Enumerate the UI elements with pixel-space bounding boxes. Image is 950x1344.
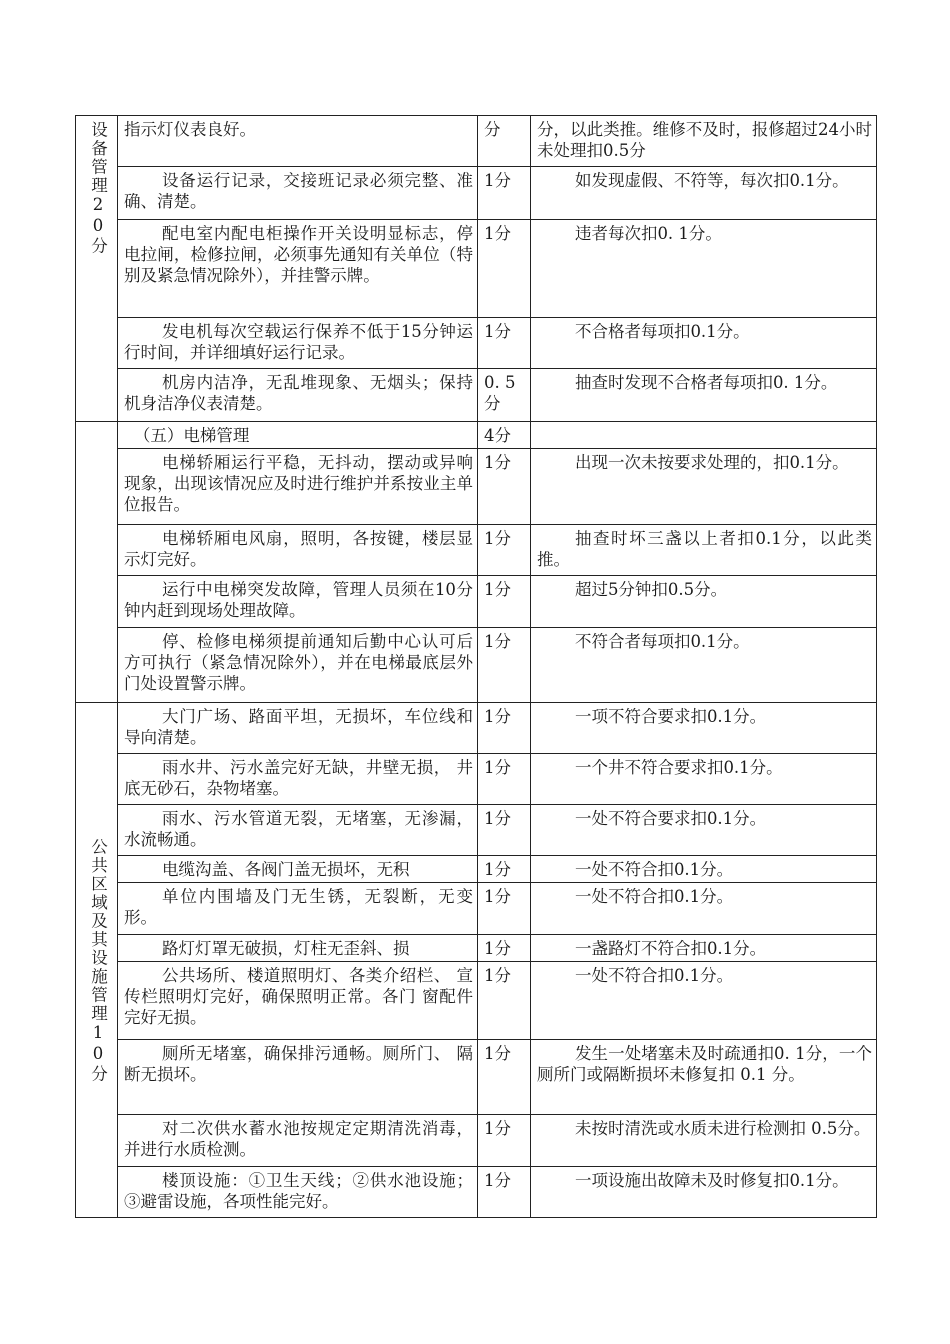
table-row	[76, 318, 877, 369]
standard-cell	[531, 422, 877, 449]
category-cell-empty	[76, 422, 118, 703]
table-row	[76, 576, 877, 628]
item-cell: 公共场所、楼道照明灯、各类介绍栏、 宣传栏照明灯完好，确保照明正常。各门 窗配件完好无损。	[118, 962, 478, 1040]
table-row	[76, 422, 877, 449]
standard-cell: 不符合者每项扣0.1分。	[531, 628, 877, 703]
standard-cell: 一处不符合扣0.1分。	[531, 856, 877, 883]
table-row	[76, 1040, 877, 1115]
table-row	[76, 369, 877, 422]
table-row	[76, 1167, 877, 1218]
item-cell: 对二次供水蓄水池按规定定期清洗消毒，并进行水质检测。	[118, 1115, 478, 1167]
item-cell: 单位内围墙及门无生锈，无裂断，无变形。	[118, 883, 478, 935]
standard-cell: 出现一次未按要求处理的，扣0.1分。	[531, 449, 877, 525]
table-row	[76, 167, 877, 220]
item-cell: 大门广场、路面平坦，无损坏，车位线和导向清楚。	[118, 703, 478, 754]
score-cell: 4分	[478, 422, 531, 449]
item-cell: 配电室内配电柜操作开关设明显标志，停电拉闸，检修拉闸，必须事先通知有关单位（特别及紧急情况除外），并挂警示牌。	[118, 220, 478, 318]
score-cell: 1分	[478, 449, 531, 525]
item-cell: 运行中电梯突发故障，管理人员须在10分钟内赶到现场处理故障。	[118, 576, 478, 628]
standard-cell: 未按时清洗或水质未进行检测扣 0.5分。	[531, 1115, 877, 1167]
score-cell: 1分	[478, 703, 531, 754]
score-cell: 1分	[478, 167, 531, 220]
item-text: 路灯灯罩无破损，灯柱无歪斜、损	[161, 939, 410, 958]
assessment-table	[75, 115, 877, 1218]
table-row	[76, 962, 877, 1040]
standard-cell: 抽查时发现不合格者每项扣0. 1分。	[531, 369, 877, 422]
score-cell: 1分	[478, 754, 531, 805]
score-cell: 1分	[478, 1115, 531, 1167]
category-cell-equipment	[76, 116, 118, 422]
score-cell: 1分	[478, 220, 531, 318]
standard-cell: 一项不符合要求扣0.1分。	[531, 703, 877, 754]
score-cell: 1分	[478, 1040, 531, 1115]
score-cell: 1分	[478, 1167, 531, 1218]
standard-cell: 一项设施出故障未及时修复扣0.1分。	[531, 1167, 877, 1218]
score-cell: 1分	[478, 962, 531, 1040]
item-cell: 停、检修电梯须提前通知后勤中心认可后方可执行（紧急情况除外），并在电梯最底层外门处设置警示牌。	[118, 628, 478, 703]
standard-cell: 如发现虚假、不符等，每次扣0.1分。	[531, 167, 877, 220]
score-cell: 1分	[478, 856, 531, 883]
standard-cell: 超过5分钟扣0.5分。	[531, 576, 877, 628]
table-row	[76, 449, 877, 525]
score-cell: 1分	[478, 318, 531, 369]
score-cell: 1分	[478, 883, 531, 935]
item-cell	[118, 935, 478, 962]
score-cell: 0. 5分	[478, 369, 531, 422]
item-cell: 电梯轿厢运行平稳，无抖动，摆动或异响现象，出现该情况应及时进行维护并系按业主单位报告。	[118, 449, 478, 525]
table-row	[76, 220, 877, 318]
standard-cell: 一处不符合扣0.1分。	[531, 962, 877, 1040]
score-cell: 1分	[478, 576, 531, 628]
table-row	[76, 805, 877, 856]
table-row	[76, 116, 877, 167]
standard-cell: 分，以此类推。维修不及时，报修超过24小时未处理扣0.5分	[531, 116, 877, 167]
standard-cell: 一个井不符合要求扣0.1分。	[531, 754, 877, 805]
score-cell: 分	[478, 116, 531, 167]
table-row	[76, 525, 877, 576]
standard-cell: 发生一处堵塞未及时疏通扣0. 1分，一个厕所门或隔断损坏未修复扣 0.1 分。	[531, 1040, 877, 1115]
standard-cell: 一盏路灯不符合扣0.1分。	[531, 935, 877, 962]
table-row	[76, 935, 877, 962]
item-cell: 厕所无堵塞，确保排污通畅。厕所门、 隔断无损坏。	[118, 1040, 478, 1115]
score-cell: 1分	[478, 935, 531, 962]
standard-cell: 抽查时坏三盏以上者扣0.1分，以此类推。	[531, 525, 877, 576]
item-cell: 雨水、污水管道无裂，无堵塞，无渗漏，水流畅通。	[118, 805, 478, 856]
item-cell: 机房内洁净，无乱堆现象、无烟头；保持机身洁净仪表清楚。	[118, 369, 478, 422]
category-cell-public	[76, 703, 118, 1218]
item-cell	[118, 856, 478, 883]
category-label: 公共区域及其设施管理10分	[88, 837, 108, 1084]
item-cell: 雨水井、污水盖完好无缺，井壁无损， 井底无砂石，杂物堵塞。	[118, 754, 478, 805]
table-row	[76, 703, 877, 754]
standard-cell: 一处不符合要求扣0.1分。	[531, 805, 877, 856]
score-cell: 1分	[478, 628, 531, 703]
table-row	[76, 883, 877, 935]
standard-cell: 不合格者每项扣0.1分。	[531, 318, 877, 369]
table-row	[76, 628, 877, 703]
item-text: 电缆沟盖、各阀门盖无损坏，无积	[161, 860, 410, 879]
table-row	[76, 754, 877, 805]
item-cell: 指示灯仪表良好。	[118, 116, 478, 167]
score-cell: 1分	[478, 805, 531, 856]
table-row	[76, 856, 877, 883]
section-heading: （五）电梯管理	[118, 422, 478, 449]
table-row	[76, 1115, 877, 1167]
item-cell: 发电机每次空载运行保养不低于15分钟运行时间，并详细填好运行记录。	[118, 318, 478, 369]
item-cell: 电梯轿厢电风扇，照明，各按键，楼层显示灯完好。	[118, 525, 478, 576]
standard-cell: 一处不符合扣0.1分。	[531, 883, 877, 935]
item-cell: 设备运行记录，交接班记录必须完整、准确、清楚。	[118, 167, 478, 220]
standard-cell: 违者每次扣0. 1分。	[531, 220, 877, 318]
score-cell: 1分	[478, 525, 531, 576]
item-cell: 楼顶设施：①卫生天线；②供水池设施；③避雷设施，各项性能完好。	[118, 1167, 478, 1218]
category-label: 设备管理20分	[88, 121, 108, 256]
